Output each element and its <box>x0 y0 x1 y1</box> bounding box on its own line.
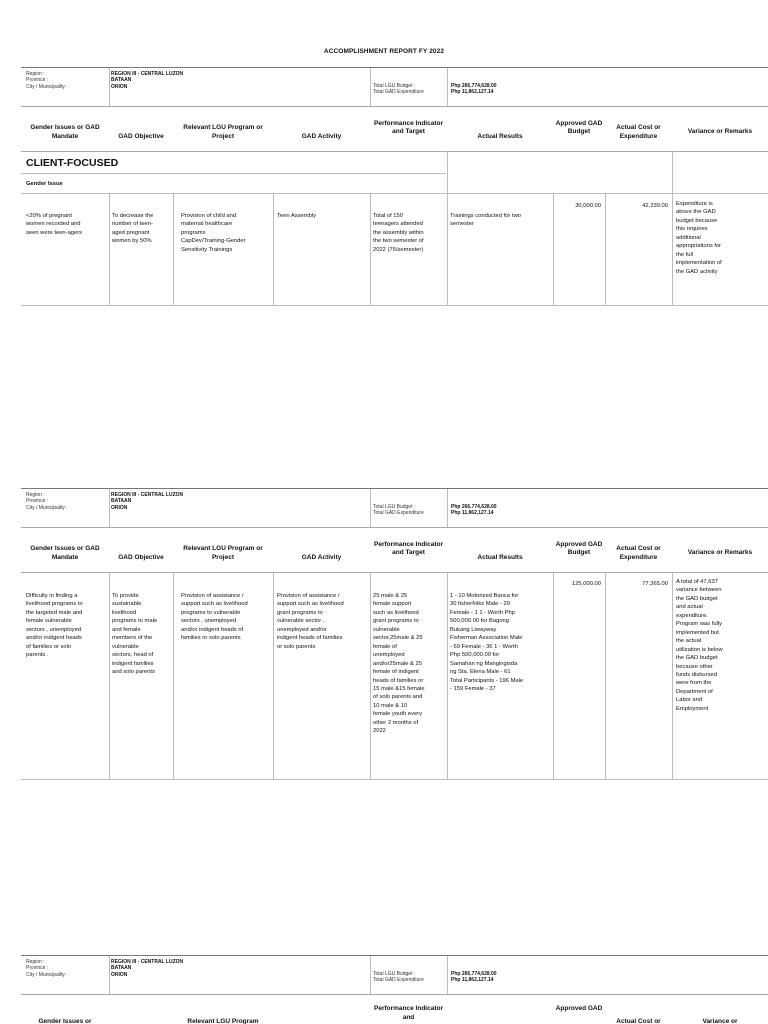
city-label: City / Municipality : <box>26 83 68 90</box>
report-page-1 <box>21 67 768 306</box>
row1-gender-issue: <20% of pregnant women recorded and seen were teen-agers <box>26 213 83 236</box>
lgu-budget-value: Php 266,774,628.00 <box>451 83 497 89</box>
header-lgu-program: Relevant LGU Program <box>187 1018 259 1024</box>
province-label: Province : <box>26 965 49 972</box>
city-value: ORION <box>111 971 128 978</box>
row1-gad-activity: Teen Assembly <box>277 213 316 219</box>
header-gad-objective: GAD Objective <box>118 553 164 561</box>
gad-expenditure-value: Php 11,862,127.14 <box>451 89 494 96</box>
row2-performance-indicator: 25 male & 25 female support such as livelihood grant programs to vulnerable sector,25male & 25 female of unemployed and/or25male & 25 female of indigent heads of families or 15 male &15 female of solo parents and 10 male & 10 female youth every other 2 months of 2022 <box>373 593 425 735</box>
row2-gad-activity: Provision of assistance / support such as livelihood grant programs to vulnerable sector , unemployed and/or indigent heads of families or solo parents <box>277 593 344 650</box>
region-label: Region : <box>26 959 45 965</box>
header-gad-activity: GAD Activity <box>301 132 342 140</box>
lgu-budget-label: Total LGU Budget : <box>373 971 416 977</box>
province-label: Province : <box>26 498 49 505</box>
region-label: Region : <box>26 71 45 77</box>
gad-expenditure-label: Total GAD Expenditure <box>373 89 424 96</box>
region-label: Region : <box>26 492 45 498</box>
row1-approved-budget: 30,000.00 <box>575 203 601 209</box>
report-page-3 <box>21 955 768 1024</box>
row2-actual-results: 1 - 10 Motorized Banca for 30 fisherfolks Male - 29 Female - 1 1 - Worth Php 500,000.00 for Bagong Bukang Liwayway Fisherman Association Male - 69 Female - 36 1 - Worth Php 500,000.00 for Samahan ng Mangingisda ng Sta. Elena Male - 61 Total Participants - 196 Male - 159 Female - 37 <box>450 593 524 692</box>
row2-lgu-program: Provision of assistance / support such as livelihood programs to vulnerable sectors , unemployed and/or indigent heads of families or solo parents <box>181 593 248 642</box>
header-lgu-program: Relevant LGU Program or Project <box>183 545 263 561</box>
header-gender-issues: Gender Issues or GAD Mandate <box>30 124 100 140</box>
gad-expenditure-value: Php 11,862,127.14 <box>451 510 494 517</box>
header-actual-results: Actual Results <box>477 553 523 561</box>
header-approved-budget: Approved GAD <box>555 1005 603 1012</box>
report-title: ACCOMPLISHMENT REPORT FY 2022 <box>323 48 445 55</box>
header-performance-indicator: Performance Indicator and <box>374 1005 443 1021</box>
header-variance: Variance or Remarks <box>687 549 753 557</box>
section-heading: CLIENT-FOCUSED <box>26 157 119 169</box>
header-variance: Variance or <box>702 1018 738 1024</box>
city-label: City / Municipality : <box>26 971 68 978</box>
section-subheading: Gender Issue <box>26 181 63 187</box>
header-gender-issues: Gender Issues or GAD Mandate <box>30 545 100 561</box>
header-approved-budget: Approved GAD Budget <box>555 119 603 135</box>
header-approved-budget: Approved GAD Budget <box>555 540 603 556</box>
header-actual-results: Actual Results <box>477 132 523 140</box>
row2-variance: A total of 47,637 variance between the GAD budget and actual expenditure. Program was fully implemented but the actual utilization is below the GAD budget because other funds disbursed were from the Department of Labor and Employment <box>676 579 723 712</box>
header-performance-indicator: Performance Indicator and Target <box>374 119 443 135</box>
gad-expenditure-label: Total GAD Expenditure <box>373 510 424 517</box>
location-info <box>21 488 768 528</box>
row1-gad-objective: To decrease the number of teen- aged pregnant women by 50% <box>112 213 154 245</box>
row1-variance: Expenditure is above the GAD budget because this requires additional appropriations for the full implementation of the GAD activity <box>676 201 722 275</box>
report-page-2 <box>21 488 768 780</box>
location-info <box>21 67 768 107</box>
lgu-budget-value: Php 266,774,628.00 <box>451 504 497 510</box>
lgu-budget-label: Total LGU Budget : <box>373 504 416 510</box>
header-gender-issues: Gender Issues or <box>38 1018 92 1024</box>
gad-expenditure-label: Total GAD Expenditure <box>373 977 424 984</box>
row2-gender-issue: Difficulty in finding a livelihood programs to the targeted male and female vulnerable sectors , unemployed and/or indigent heads of families or solo parents . <box>26 593 83 659</box>
row2-approved-budget: 125,000.00 <box>571 581 601 587</box>
city-value: ORION <box>111 83 128 90</box>
header-performance-indicator: Performance Indicator and Target <box>374 540 443 556</box>
table-header <box>21 105 768 152</box>
row1-actual-results: Trainings conducted for two semester <box>450 213 521 228</box>
lgu-budget-label: Total LGU Budget : <box>373 83 416 89</box>
header-actual-cost: Actual Cost or Expenditure <box>616 124 661 140</box>
province-value: BATAAN <box>111 498 132 505</box>
header-gad-objective: GAD Objective <box>118 132 164 140</box>
header-actual-cost: Actual Cost or <box>616 1018 661 1024</box>
city-label: City / Municipality : <box>26 504 68 511</box>
region-value: REGION III - CENTRAL LUZON <box>111 959 184 965</box>
lgu-budget-value: Php 266,774,628.00 <box>451 971 497 977</box>
table-header <box>21 526 768 573</box>
table-header-partial <box>21 993 768 1024</box>
gad-expenditure-value: Php 11,862,127.14 <box>451 977 494 984</box>
province-value: BATAAN <box>111 77 132 84</box>
header-lgu-program: Relevant LGU Program or Project <box>183 124 263 140</box>
location-info <box>21 955 768 995</box>
row1-lgu-program: Provision of child and maternal healthcare programs CapDev/Training-Gender Sensitivity Trainings <box>181 213 246 253</box>
province-value: BATAAN <box>111 965 132 972</box>
province-label: Province : <box>26 77 49 84</box>
region-value: REGION III - CENTRAL LUZON <box>111 492 184 498</box>
row1-actual-cost: 42,339.00 <box>642 203 668 209</box>
region-value: REGION III - CENTRAL LUZON <box>111 71 184 77</box>
header-variance: Variance or Remarks <box>687 128 753 136</box>
header-gad-activity: GAD Activity <box>301 553 342 561</box>
row2-actual-cost: 77,365.00 <box>642 581 668 587</box>
header-actual-cost: Actual Cost or Expenditure <box>616 545 661 561</box>
row1-performance-indicator: Total of 150 teenagers attended the assembly within the two semester of 2022 (75/semester) <box>373 213 424 253</box>
city-value: ORION <box>111 504 128 511</box>
row2-gad-objective: To provide sustainable livelihood programs to male and female members of the vulnerable sectors, head of indigent families and solo parents <box>112 593 158 676</box>
